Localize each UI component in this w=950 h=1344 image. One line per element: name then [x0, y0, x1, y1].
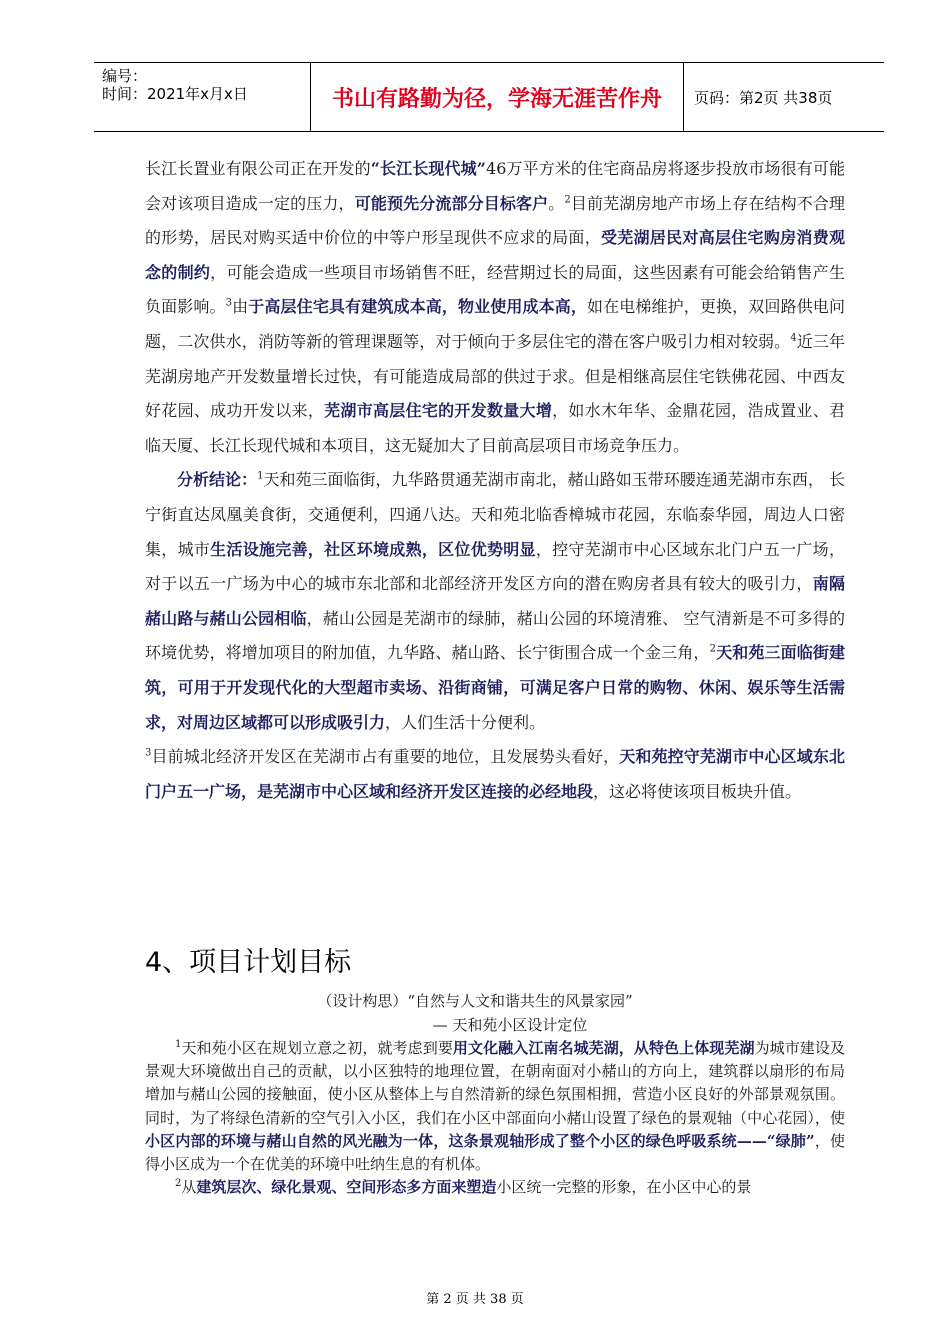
design-subtitle-line: — 天和苑小区设计定位	[432, 1016, 588, 1034]
bold-run: 小区内部的环境与赭山自然的风光融为一体，这条景观轴形成了整个小区的绿色呼吸系统——“绿肺”	[145, 1131, 815, 1150]
text-run: 从	[181, 1178, 197, 1197]
text-run: ，这必将使该项目板块升值。	[593, 781, 802, 801]
superscript: 3	[145, 747, 152, 759]
text-run: ，控守芜湖市中心区域东北门户五一广场，对于以五一广场为中心的城市东北部和北部经济开发区方向的潜在购房者具有较大的吸引力，	[145, 539, 845, 594]
text-run: ，如水木年华、金鼎花园，浩成置业、君临天厦、长江长现代城和本项目，这无疑加大了目前高层项目市场竞争压力。	[145, 401, 845, 455]
bold-run: 南隔赭山路与赭山公园相临	[145, 574, 845, 628]
text-run: ，人们生活十分便利。	[385, 712, 546, 732]
superscript: 2	[709, 643, 716, 655]
bold-run: 天和苑控守芜湖市中心区域东北门户五一广场，是芜湖市中心区域和经济开发区连接的必经地段	[145, 747, 845, 801]
text-run: 近三年芜湖房地产开发数量增长过快，有可能造成局部的供过于求。但是相继高层住宅铁佛花园、中西友好花园、成功开发以来，	[145, 331, 845, 421]
bold-run: 天和苑三面临街建筑，可用于开发现代化的大型超市卖场、沿街商铺，可满足客户日常的购物、休闲、娱乐等生活需求，对周边区域都可以形成吸引力	[145, 643, 845, 732]
design-concept-line: （设计构思）“自然与人文和谐共生的风景家园”	[317, 992, 633, 1010]
text-run: 46万平方米的住宅商品房将逐步投放市场很有可能会对该项目造成一定的压力，	[145, 159, 845, 213]
bold-run: “长江长现代城”	[370, 159, 487, 178]
text-run: 为城市建设及景观大环境做出自己的贡献，以小区独特的地理位置，在朝南面对小赭山的方向上，建筑群以扇形的布局增加与赭山公园的接触面，使小区从整体上与自然清新的绿色氛围相拥，营造小区良好的外部景观氛围。同时，为了将绿色清新的空气引入小区，我们在小区中部面向小赭山设置了绿色的景观轴（中心花园），使	[145, 1039, 845, 1127]
text-run: 小区统一完整的形象，在小区中心的景	[496, 1178, 752, 1197]
bold-run: 可能预先分流部分目标客户	[354, 193, 549, 213]
superscript: 1	[257, 471, 264, 483]
time-label: 时间：2021年x月x日	[102, 85, 248, 103]
bold-run: 用文化融入江南名城芜湖，从特色上体现芜湖	[452, 1039, 755, 1057]
superscript: 2	[564, 194, 571, 206]
superscript: 2	[175, 1178, 182, 1190]
text-run: 由	[232, 297, 249, 317]
text-run: 目前芜湖房地产市场上存在结构不合理的形势，居民对购买适中价位的中等户形呈现供不应求的局面，	[145, 193, 845, 248]
main-body	[145, 152, 845, 809]
header-motto: 书山有路勤为径，学海无涯苦作舟	[311, 63, 684, 131]
page-footer: 第 2 页 共 38 页	[426, 1292, 524, 1307]
paragraph-market-risk	[145, 152, 845, 463]
conclusion-label: 分析结论：	[177, 470, 258, 490]
page-header	[94, 62, 884, 132]
bold-run: 于高层住宅具有建筑成本高，物业使用成本高，	[248, 297, 588, 317]
text-run: 天和苑小区在规划立意之初，就考虑到要	[181, 1039, 453, 1057]
superscript: 1	[175, 1039, 182, 1050]
paragraph-design-2	[145, 1176, 845, 1199]
text-run: 天和苑三面临街，九华路贯通芜湖市南北，赭山路如玉带环腰连通芜湖市东西， 长宁街直达凤凰美食街，交通便利，四通八达。天和苑北临香樟城市花园，东临泰华园，周边人口密集，城市	[145, 470, 845, 559]
text-run: ，赭山公园是芜湖市的绿肺，赭山公园的环境清雅、 空气清新是不可多得的环境优势，将增加项目的附加值，九华路、赭山路、长宁街围合成一个金三角，	[145, 608, 845, 663]
paragraph-analysis-conclusion	[145, 463, 845, 809]
text-run: 长江长置业有限公司正在开发的	[145, 159, 371, 178]
number-label: 编号：	[102, 67, 148, 85]
text-run: ，可能会造成一些项目市场销售不旺，经营期过长的局面，这些因素有可能会给销售产生负面影响。	[145, 262, 845, 317]
text-run: 。	[548, 193, 565, 213]
bold-run: 建筑层次、绿化景观、空间形态多方面来塑造	[196, 1178, 497, 1197]
superscript: 3	[225, 298, 233, 310]
design-body	[145, 1037, 845, 1199]
text-run: 目前城北经济开发区在芜湖市占有重要的地位，且发展势头看好，	[151, 747, 620, 767]
bold-run: 受芜湖居民对高层住宅购房消费观念的制约	[145, 228, 845, 282]
bold-run: 生活设施完善，社区环境成熟，区位优势明显	[210, 539, 536, 559]
text-run: ，使得小区成为一个在优美的环境中吐纳生息的有机体。	[145, 1131, 845, 1174]
text-run: 如在电梯维护，更换，双回路供电问题，二次供水，消防等新的管理课题等，对于倾向于多层住宅的潜在客户吸引力相对较弱。	[145, 297, 845, 351]
header-meta	[94, 63, 311, 131]
superscript: 4	[790, 332, 797, 344]
paragraph-design-1	[145, 1037, 845, 1176]
section-heading: 4、项目计划目标	[145, 947, 352, 978]
header-page-info: 页码：第2页 共38页	[694, 88, 833, 107]
bold-run: 芜湖市高层住宅的开发数量大增	[324, 401, 553, 421]
